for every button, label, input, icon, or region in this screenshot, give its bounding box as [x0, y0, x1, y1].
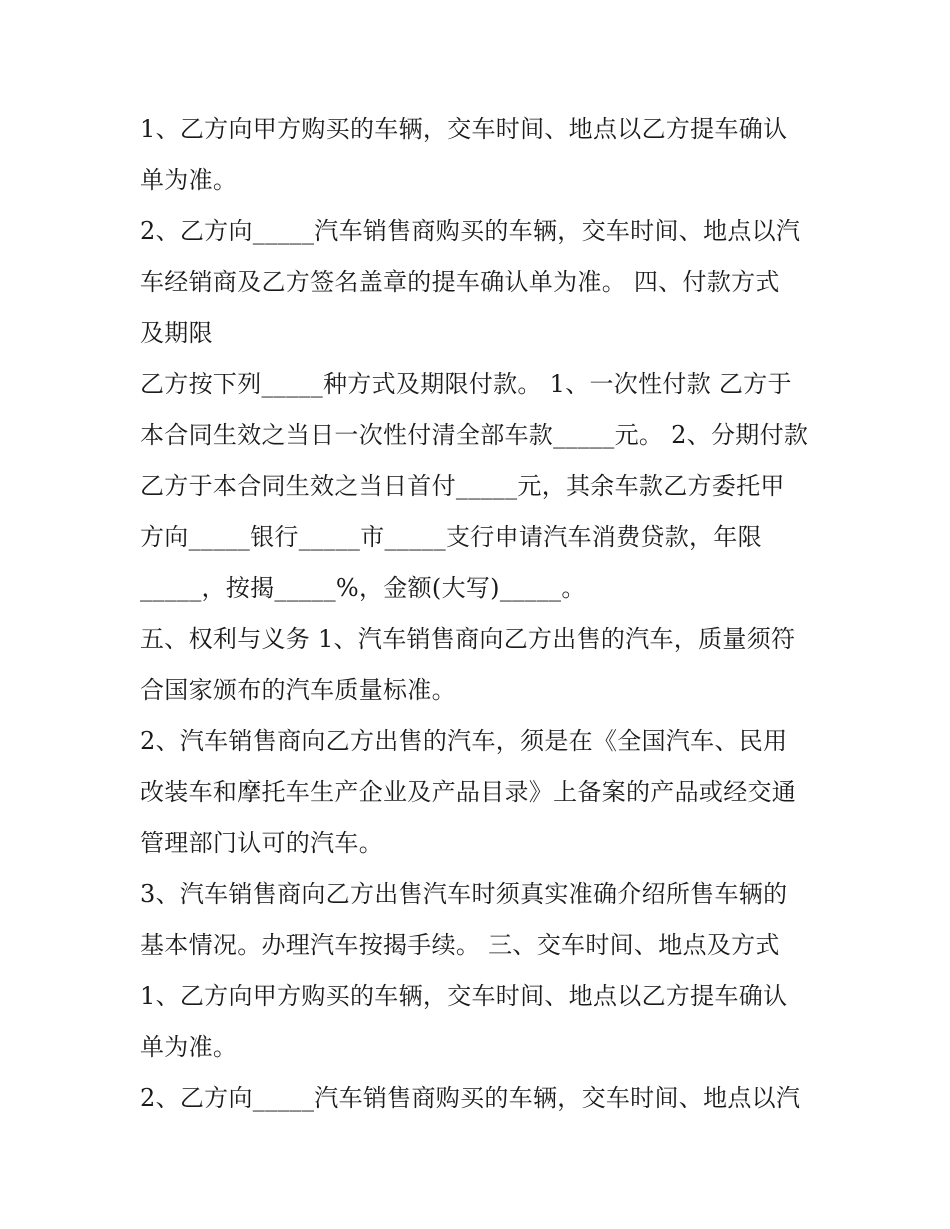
- text-line: 1、乙方向甲方购买的车辆，交车时间、地点以乙方提车确认: [140, 115, 788, 143]
- text-line: 2、乙方向_____汽车销售商购买的车辆，交车时间、地点以汽: [140, 217, 801, 245]
- paragraph-rights-obligations-3: [140, 869, 820, 971]
- text-line: 管理部门认可的汽车。: [140, 829, 383, 857]
- text-line: 乙方于本合同生效之当日首付_____元，其余车款乙方委托甲: [140, 472, 785, 500]
- text-line: 合国家颁布的汽车质量标准。: [140, 676, 456, 704]
- text-line: 五、权利与义务 1、汽车销售商向乙方出售的汽车，质量须符: [140, 625, 796, 653]
- paragraph-delivery-from-party-a: [140, 104, 820, 206]
- text-line: _____，按揭_____%，金额(大写)_____。: [140, 574, 586, 602]
- text-line: 1、乙方向甲方购买的车辆，交车时间、地点以乙方提车确认: [140, 982, 788, 1010]
- text-line: 改装车和摩托车生产企业及产品目录》上备案的产品或经交通: [140, 778, 797, 806]
- text-line: 2、汽车销售商向乙方出售的汽车，须是在《全国汽车、民用: [140, 727, 788, 755]
- document-body: [140, 104, 820, 1124]
- paragraph-delivery-from-party-a-repeat: [140, 971, 820, 1073]
- text-line: 方向_____银行_____市_____支行申请汽车消费贷款，年限: [140, 523, 762, 551]
- text-line: 本合同生效之当日一次性付清全部车款_____元。 2、分期付款: [140, 421, 809, 449]
- text-line: 单为准。: [140, 166, 238, 194]
- text-line: 基本情况。办理汽车按揭手续。 三、交车时间、地点及方式: [140, 931, 780, 959]
- paragraph-rights-obligations-2: [140, 716, 820, 869]
- text-line: 3、汽车销售商向乙方出售汽车时须真实准确介绍所售车辆的: [140, 880, 788, 908]
- paragraph-delivery-from-dealer: [140, 206, 820, 359]
- text-line: 单为准。: [140, 1033, 238, 1061]
- text-line: 及期限: [140, 319, 213, 347]
- text-line: 2、乙方向_____汽车销售商购买的车辆，交车时间、地点以汽: [140, 1084, 801, 1112]
- paragraph-delivery-from-dealer-repeat: [140, 1073, 820, 1124]
- paragraph-rights-obligations-1: [140, 614, 820, 716]
- text-line: 车经销商及乙方签名盖章的提车确认单为准。 四、付款方式: [140, 268, 780, 296]
- text-line: 乙方按下列_____种方式及期限付款。 1、一次性付款 乙方于: [140, 370, 792, 398]
- paragraph-payment-terms: [140, 359, 820, 614]
